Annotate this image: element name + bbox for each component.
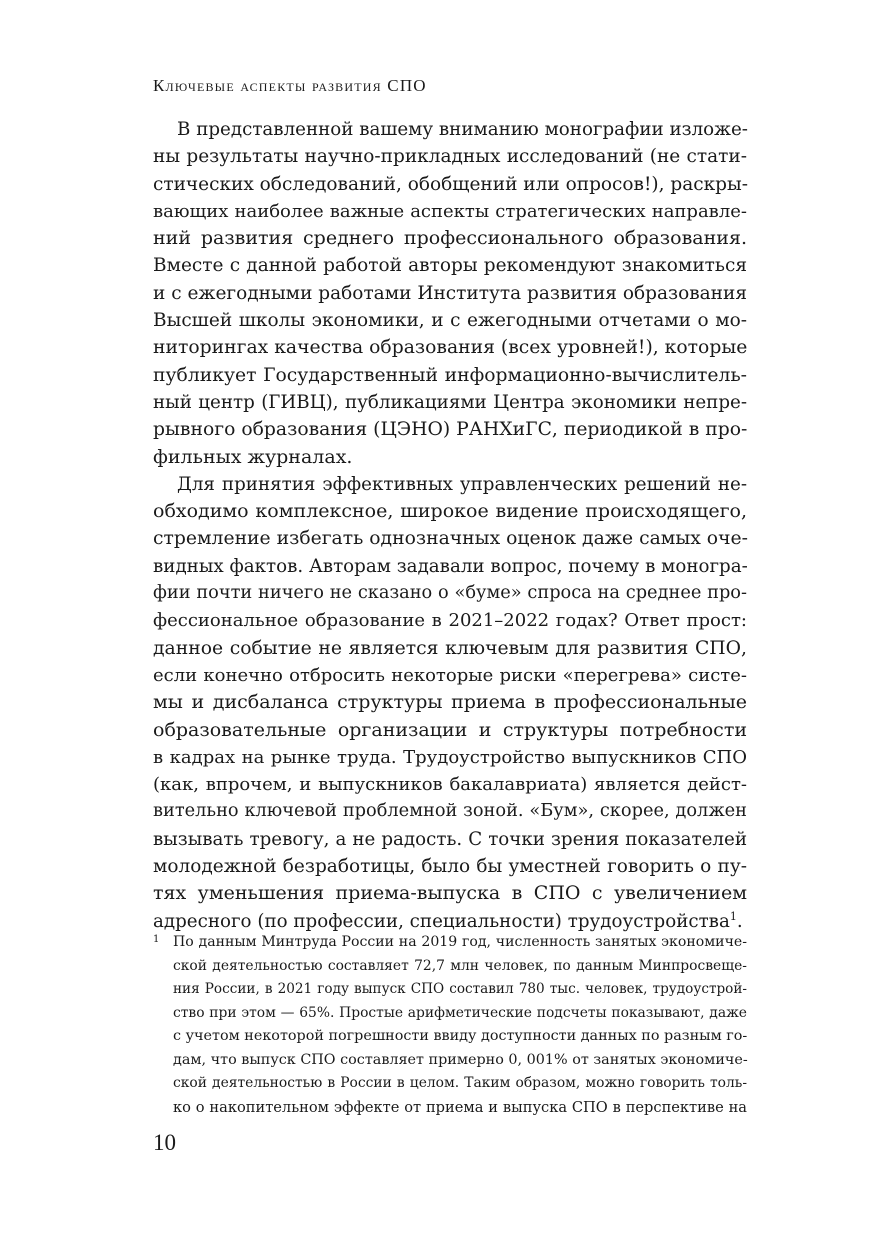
text-line: Для принятия эффективных управленческих решений не- (177, 473, 747, 495)
text-line: мы и дисбаланса структуры приема в профессиональные (153, 691, 747, 714)
text-line: адресного (по профессии, специальности) трудоустройства (153, 910, 730, 932)
text-line: образовательные организации и структуры потребности (153, 718, 747, 741)
final-period: . (736, 910, 743, 932)
page-number: 10 (153, 1130, 176, 1155)
text-line: в кадрах на рынке труда. Трудоустройство выпускников СПО (153, 746, 747, 768)
text-line: Высшей школы экономики, и с ежегодными отчетами о мо- (153, 310, 747, 332)
text-line: ниторингах качества образования (всех уровней!), которые (153, 337, 748, 359)
text-line: вающих наиболее важные аспекты стратегических направле- (153, 200, 747, 222)
footnote-line: дам, что выпуск СПО составляет примерно 0, 001% от занятых экономиче- (173, 1051, 748, 1068)
text-line: фессиональное образование в 2021–2022 годах? Ответ прост: (153, 610, 747, 632)
text-line: вызывать тревогу, а не радость. С точки зрения показателей (153, 828, 747, 850)
text-line: обходимо комплексное, широкое видение происходящего, (153, 500, 747, 523)
footnote-marker: 1 (153, 934, 160, 945)
footnote-line: ния России, в 2021 году выпуск СПО составил 780 тыс. человек, трудоустрой- (173, 981, 747, 997)
text-line: молодежной безработицы, было бы уместней говорить о пу- (153, 856, 747, 878)
main-text (153, 116, 747, 935)
text-line: стремление избегать однозначных оценок даже самых оче- (153, 528, 748, 550)
footnote-line: ской деятельностью составляет 72,7 млн человек, по данным Минпросвеще- (173, 957, 747, 974)
text-line: ны результаты научно-прикладных исследований (не стати- (153, 146, 747, 168)
running-head: Ключевые аспекты развития СПО (153, 76, 427, 95)
text-line: вительно ключевой проблемной зоной. «Бум», скорее, должен (153, 801, 747, 822)
text-line: и с ежегодными работами Института развития образования (153, 282, 747, 304)
text-line: ний развития среднего профессионального образования. (153, 227, 747, 250)
text-line: Вместе с данной работой авторы рекомендуют знакомиться (153, 255, 747, 277)
text-line: В представленной вашему вниманию монографии изложе- (177, 119, 748, 140)
text-line: рывного образования (ЦЭНО) РАНХиГС, периодикой в про- (153, 419, 748, 441)
text-line: (как, впрочем, и выпускников бакалавриата) является дейст- (153, 774, 747, 796)
footnote-line (153, 931, 747, 955)
text-line: если конечно отбросить некоторые риски «перегрева» систе- (153, 664, 747, 686)
text-line: видных фактов. Авторам задавали вопрос, почему в моногра- (153, 555, 748, 577)
text-line: фильных журналах. (153, 445, 353, 468)
footnote-line: ко о накопительном эффекте от приема и выпуска СПО в перспективе на (173, 1098, 747, 1116)
text-line: стических обследований, обобщений или опросов!), раскры- (153, 173, 748, 195)
text-line: публикует Государственный информационно-вычислитель- (153, 364, 747, 386)
footnote-line: с учетом некоторой погрешности ввиду доступности данных по разным го- (173, 1028, 748, 1044)
footnote-line: ской деятельностью в России в целом. Таким образом, можно говорить толь- (173, 1075, 747, 1091)
text-line: ный центр (ГИВЦ), публикациями Центра экономики непре- (153, 391, 747, 413)
footnote-text: По данным Минтруда России на 2019 год, численность занятых экономиче- (173, 934, 747, 950)
footnote-block (153, 931, 747, 1119)
footnote-reference[interactable]: 1 (729, 909, 737, 923)
text-line: данное событие не является ключевым для развития СПО, (153, 637, 747, 659)
footnote-line: ство при этом — 65%. Простые арифметические подсчеты показывают, даже (173, 1004, 747, 1021)
text-line: тях уменьшения приема-выпуска в СПО с увеличением (153, 882, 747, 905)
text-line: фии почти ничего не сказано о «буме» спроса на среднее про- (153, 583, 747, 604)
